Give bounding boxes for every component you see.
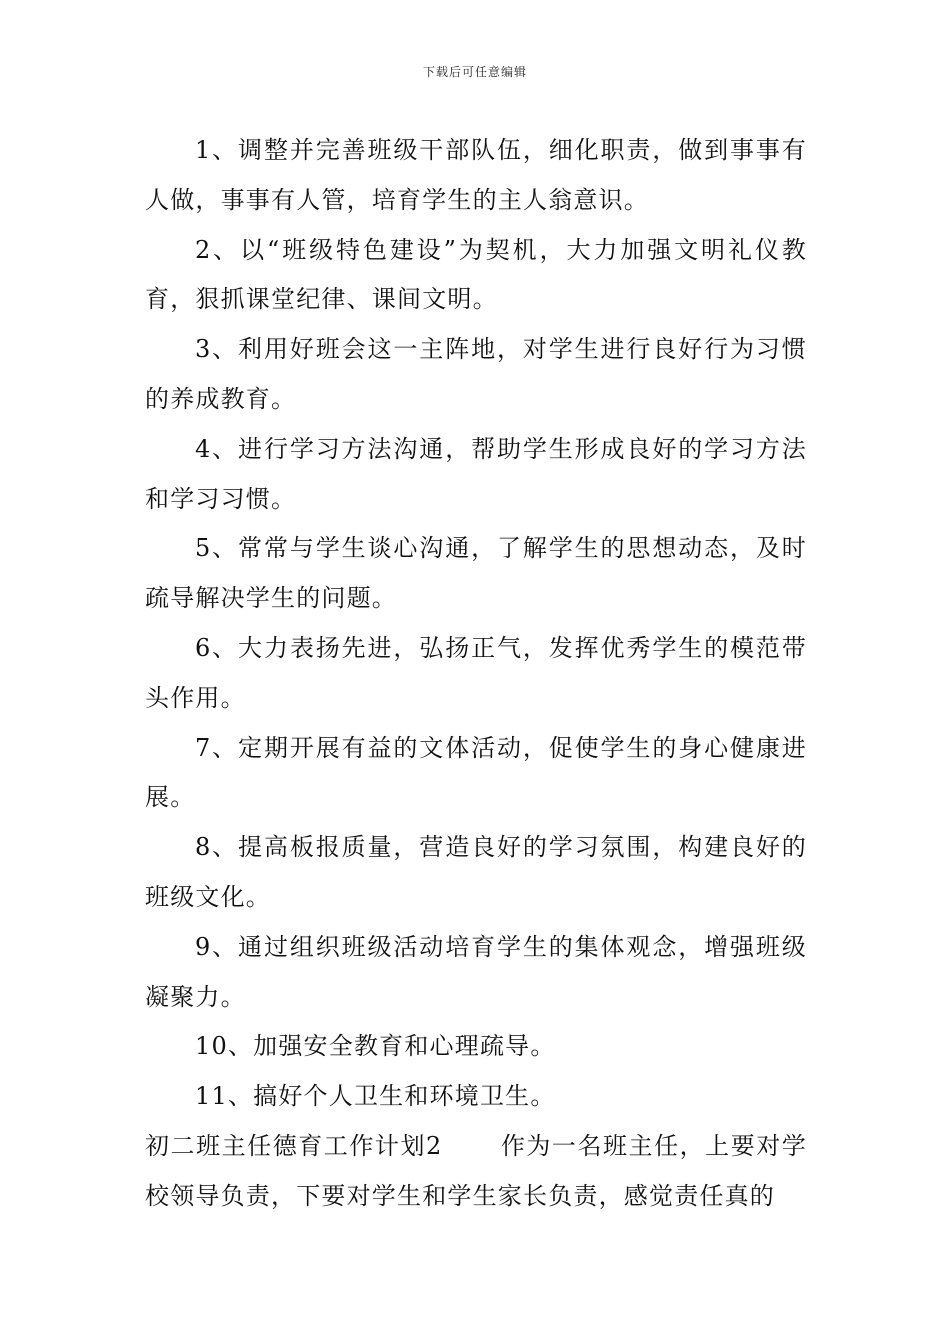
list-item-9: 9、通过组织班级活动培育学生的集体观念，增强班级凝聚力。	[145, 932, 807, 1011]
section-paragraph	[145, 1122, 807, 1222]
list-item-5: 5、常常与学生谈心沟通，了解学生的思想动态，及时疏导解决学生的问题。	[145, 534, 807, 613]
section-body: 作为一名班主任，上要对学校领导负责，下要对学生和学生家长负责，感觉责任真的	[145, 1131, 808, 1210]
list-item-6: 6、大力表扬先进，弘扬正气，发挥优秀学生的模范带头作用。	[145, 633, 807, 712]
list-item-2: 2、以“班级特色建设”为契机，大力加强文明礼仪教育，狠抓课堂纪律、课间文明。	[145, 235, 807, 314]
list-item-10: 10、加强安全教育和心理疏导。	[195, 1032, 556, 1061]
list-item-1: 1、调整并完善班级干部队伍，细化职责，做到事事有人做，事事有人管，培育学生的主人翁意识。	[145, 136, 807, 214]
list-item-11: 11、搞好个人卫生和环境卫生。	[195, 1082, 556, 1111]
list-item-8: 8、提高板报质量，营造良好的学习氛围，构建良好的班级文化。	[145, 833, 807, 911]
document-body	[145, 126, 807, 1222]
list-item-7: 7、定期开展有益的文体活动，促使学生的身心健康进展。	[145, 733, 807, 812]
page-header: 下载后可任意编辑	[422, 65, 527, 79]
section-title: 初二班主任德育工作计划2	[145, 1131, 443, 1160]
list-item-3: 3、利用好班会这一主阵地，对学生进行良好行为习惯的养成教育。	[145, 335, 807, 413]
list-item-4: 4、进行学习方法沟通，帮助学生形成良好的学习方法和学习习惯。	[145, 434, 807, 513]
